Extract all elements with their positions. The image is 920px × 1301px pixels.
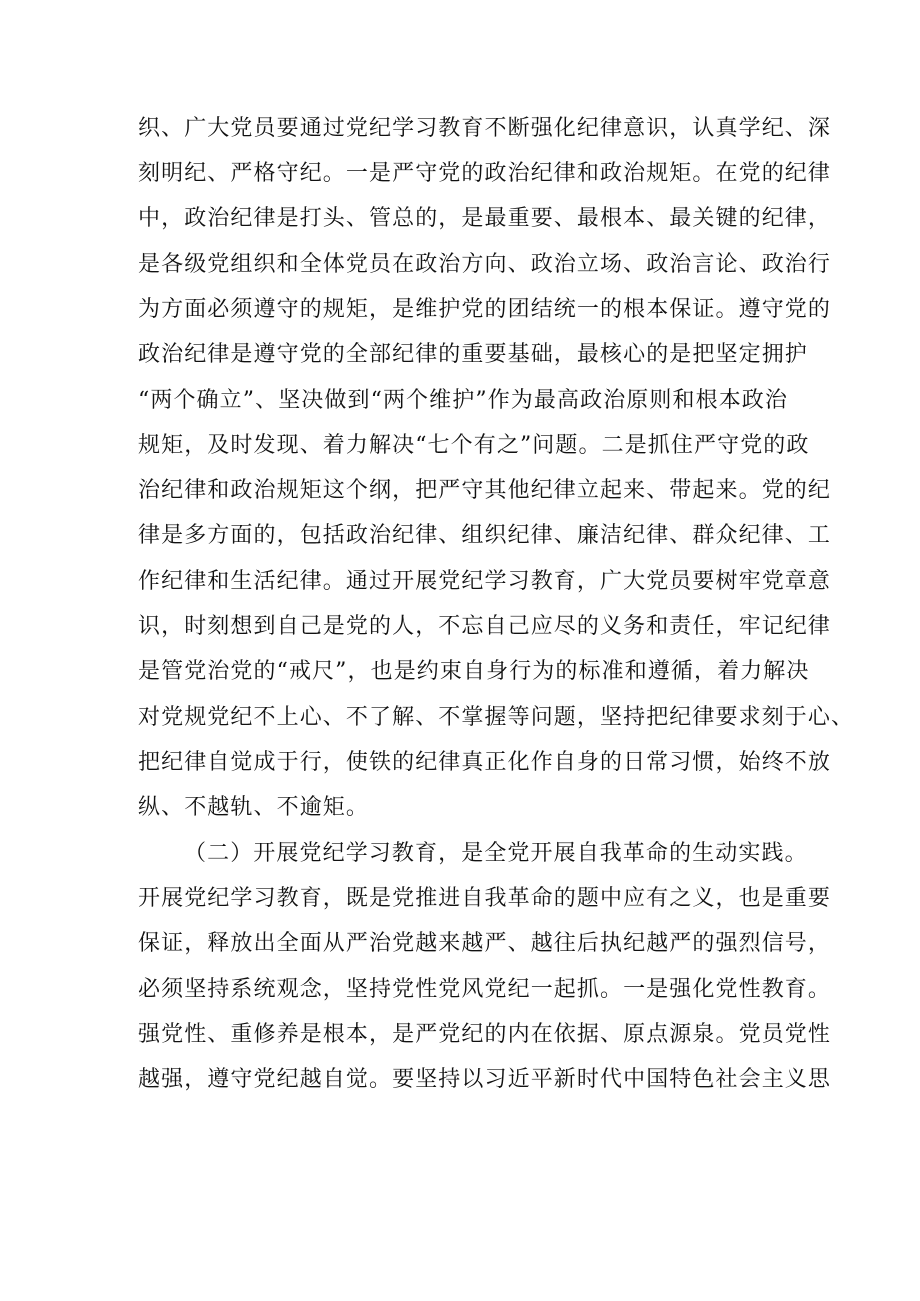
text-line: “两个确立”、坚决做到“两个维护”作为最高政治原则和根本政治: [138, 388, 788, 413]
text-line: 把纪律自觉成于行，使铁的纪律真正化作自身的日常习惯，始终不放: [138, 750, 832, 775]
text-line: 越强，遵守党纪越自觉。要坚持以习近平新时代中国特色社会主义思: [138, 1067, 832, 1092]
text-line: 是各级党组织和全体党员在政治方向、政治立场、政治言论、政治行: [138, 252, 832, 277]
text-line: 律是多方面的，包括政治纪律、组织纪律、廉洁纪律、群众纪律、工: [138, 523, 832, 548]
section-heading: （二）开展党纪学习教育，是全党开展自我革命的生动实践。: [184, 841, 808, 866]
text-line: 保证，释放出全面从严治党越来越严、越往后执纪越严的强烈信号，: [138, 931, 832, 956]
text-line: 识，时刻想到自己是党的人，不忘自己应尽的义务和责任，牢记纪律: [138, 614, 832, 639]
text-line: 织、广大党员要通过党纪学习教育不断强化纪律意识，认真学纪、深: [138, 116, 832, 141]
text-line: 必须坚持系统观念，坚持党性党风党纪一起抓。一是强化党性教育。: [138, 977, 832, 1002]
text-line: 对党规党纪不上心、不了解、不掌握等问题，坚持把纪律要求刻于心、: [138, 705, 855, 730]
text-line: 中，政治纪律是打头、管总的，是最重要、最根本、最关键的纪律，: [138, 206, 832, 231]
text-line: 治纪律和政治规矩这个纲，把严守其他纪律立起来、带起来。党的纪: [138, 478, 832, 503]
text-line: 开展党纪学习教育，既是党推进自我革命的题中应有之义，也是重要: [138, 886, 832, 911]
text-line: 为方面必须遵守的规矩，是维护党的团结统一的根本保证。遵守党的: [138, 297, 832, 322]
text-line: 纵、不越轨、不逾矩。: [138, 795, 370, 820]
text-line: 规矩，及时发现、着力解决“七个有之”问题。二是抓住严守党的政: [138, 433, 810, 458]
text-line: 刻明纪、严格守纪。一是严守党的政治纪律和政治规矩。在党的纪律: [138, 161, 832, 186]
text-line: 政治纪律是遵守党的全部纪律的重要基础，最核心的是把坚定拥护: [138, 342, 808, 367]
text-line: 作纪律和生活纪律。通过开展党纪学习教育，广大党员要树牢党章意: [138, 569, 832, 594]
text-line: 是管党治党的“戒尺”，也是约束自身行为的标准和遵循，着力解决: [138, 659, 810, 684]
text-line: 强党性、重修养是根本，是严党纪的内在依据、原点源泉。党员党性: [138, 1022, 832, 1047]
